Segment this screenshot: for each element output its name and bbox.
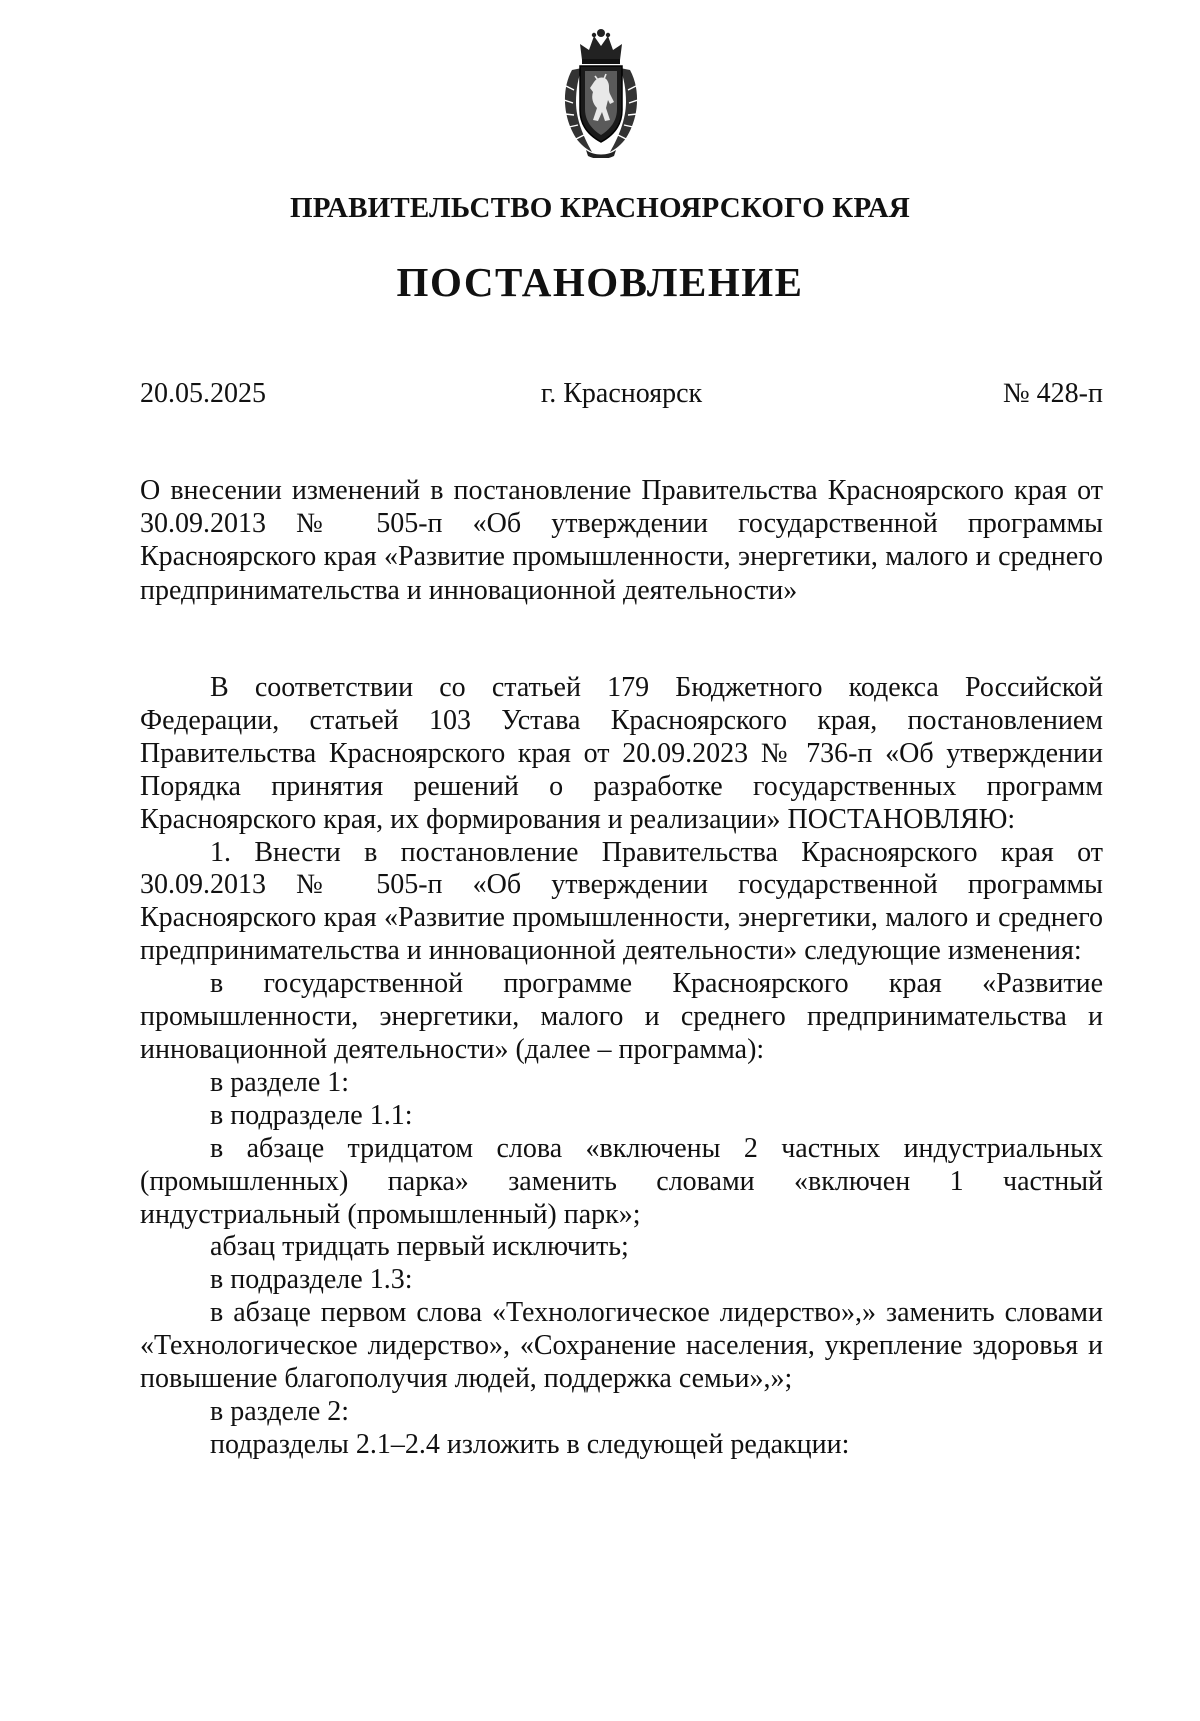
document-city: г. Красноярск: [540, 378, 703, 409]
document-date: 20.05.2025: [140, 378, 266, 409]
body-paragraph: в разделе 2:: [210, 1395, 350, 1427]
document-meta-row: [140, 378, 1103, 418]
body-paragraph: в абзаце первом слова «Технологическое лидерство»,» заменить словами «Технологическое лидерство», «Сохранение населения, укрепление здоровья и повышение благополучия людей, поддержка семьи»,»;: [140, 1297, 1103, 1395]
body-paragraph: В соответствии со статьей 179 Бюджетного кодекса Российской Федерации, статьей 103 Устава Красноярского края, постановлением Правительства Красноярского края от 20.09.2023 № 736-п «Об утверждении Порядка принятия решений о разработке государственных программ Красноярского края, их формирования и реализации» ПОСТАНОВЛЯЮ:: [140, 672, 1103, 835]
document-body: [140, 672, 1103, 1462]
document-type: ПОСТАНОВЛЕНИЕ: [396, 259, 804, 305]
body-paragraph: в государственной программе Красноярского края «Развитие промышленности, энергетики, малого и среднего предпринимательства и инновационной деятельности» (далее – программа):: [140, 968, 1103, 1065]
body-paragraph: в подразделе 1.3:: [210, 1264, 413, 1296]
body-paragraph: подразделы 2.1–2.4 изложить в следующей редакции:: [210, 1428, 850, 1460]
organization-name: ПРАВИТЕЛЬСТВО КРАСНОЯРСКОГО КРАЯ: [289, 192, 911, 224]
body-paragraph: в подразделе 1.1:: [210, 1099, 413, 1131]
body-paragraph: абзац тридцать первый исключить;: [210, 1231, 629, 1263]
body-paragraph: 1. Внести в постановление Правительства Красноярского края от 30.09.2013 № 505-п «Об утверждении государственной программы Красноярского края «Развитие промышленности, энергетики, малого и среднего предпринимательства и инновационной деятельности» следующие изменения:: [140, 836, 1103, 967]
body-paragraph: в абзаце тридцатом слова «включены 2 частных индустриальных (промышленных) парка» заменить словами «включен 1 частный индустриальный (промышленный) парк»;: [140, 1132, 1103, 1230]
document-title: О внесении изменений в постановление Правительства Красноярского края от 30.09.2013 № 505-п «Об утверждении государственной программы Красноярского края «Развитие промышленности, энергетики, малого и среднего предпринимательства и инновационной деятельности»: [140, 475, 1103, 606]
body-paragraph: в разделе 1:: [210, 1066, 350, 1098]
document-number: № 428-п: [1002, 378, 1103, 409]
krasnoyarsk-coat-of-arms-icon: [558, 26, 644, 158]
